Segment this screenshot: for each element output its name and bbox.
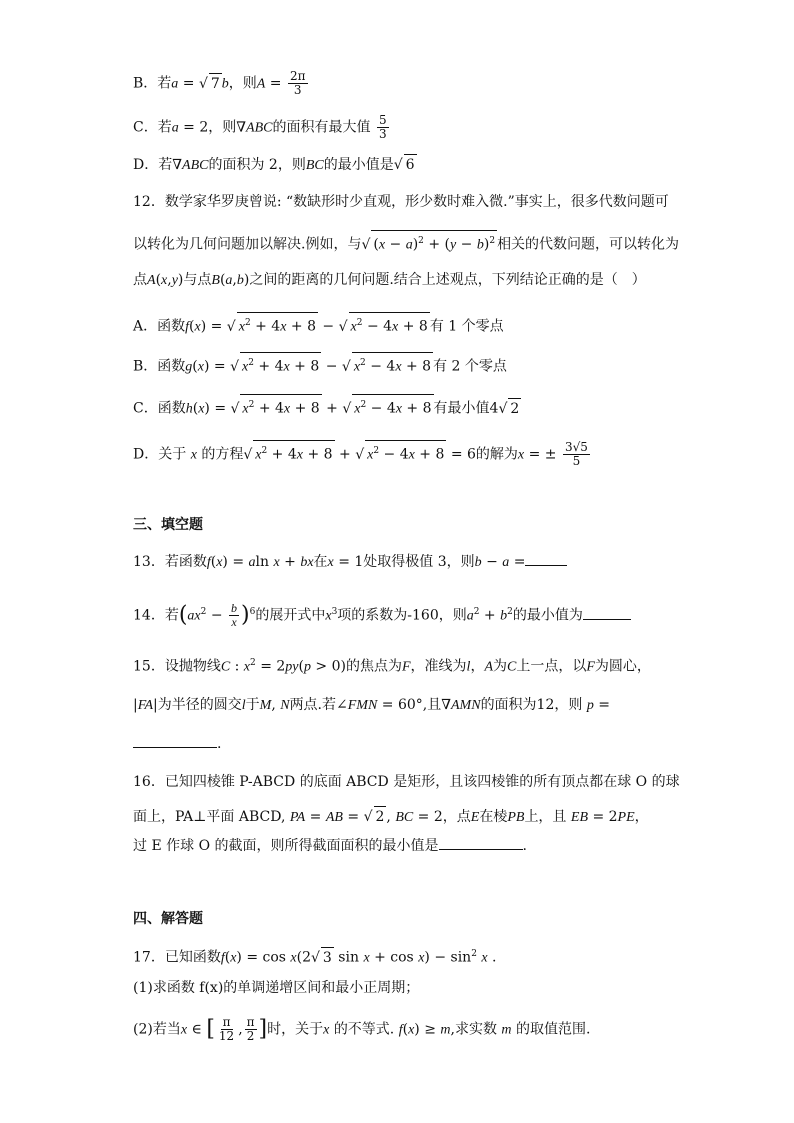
q12-stem-line1: 12．数学家华罗庚曾说: “数缺形时少直观，形少数时难入微.”事实上，很多代数问题可 <box>133 194 669 210</box>
q16-line2: 面上，PA⊥平面 ABCD, PA = AB = √ 2 , BC = 2，点E在棱PB上，且 EB = 2PE， <box>133 806 649 828</box>
q12-option-b: B．函数g(x) = √ $x^2 + 4x + 8$ − √ $x^2 - 4x + 8$ 有 2 个零点 <box>133 352 507 378</box>
q11-option-c: C．若a = 2，则∇ABC的面积有最大值 $\frac{5}{3}$ <box>133 113 387 141</box>
q12-stem-line2: 以转化为几何问题加以解决.例如，与√ $(x - a)^2 + (y - b)^2$ 相关的代数问题，可以转化为 <box>133 230 679 256</box>
q17-part2: (2)若当x ∈ [ $\frac{\pi}{12}$ , $\frac{\pi}{2}$ ]时，关于x 的不等式. f(x) ≥ m,求实数 m 的取值范围. <box>133 1015 591 1043</box>
section-title-answers: 四、解答题 <box>133 911 203 927</box>
answer-blank[interactable] <box>525 565 567 566</box>
q16-line1: 16．已知四棱锥 P-ABCD 的底面 ABCD 是矩形，且该四棱锥的所有顶点都在球 O 的球 <box>133 774 680 790</box>
q12-stem-line3: 点A(x,y)与点B(a,b)之间的距离的几何问题.结合上述观点，下列结论正确的是（ ） <box>133 272 646 288</box>
fraction: $\frac{2\pi}{3}$ <box>289 69 306 97</box>
q17-part1: (1)求函数 f(x)的单调递增区间和最小正周期； <box>133 980 420 996</box>
fraction: $\frac{5}{3}$ <box>378 113 387 141</box>
answer-blank[interactable] <box>439 849 523 850</box>
q15-line2: |FA|为半径的圆交l于M, N两点.若∠FMN = 60°,且∇AMN的面积为12，则 p = <box>133 697 611 713</box>
q11-option-d: D．若∇ABC的面积为 2，则BC的最小值是√ 6 <box>133 154 417 176</box>
q15-answer-line: . <box>133 734 221 754</box>
fraction: $\frac{\pi}{2}$ <box>246 1015 255 1043</box>
q16-line3: 过 E 作球 O 的截面，则所得截面面积的最小值是 . <box>133 838 527 854</box>
fraction: $\frac{b}{x}$ <box>231 601 238 630</box>
answer-blank[interactable] <box>133 747 217 748</box>
q15-line1: 15．设抛物线C : $x^2 = 2py(p > 0)$的焦点为F，准线为l，A为C上一点，以F为圆心， <box>133 658 651 675</box>
q12-option-a: A．函数f(x) = √ $x^2 + 4x + 8$ − √ $x^2 - 4x + 8$ 有 1 个零点 <box>133 312 504 338</box>
q13: 13．若函数f(x) = aln x + bx在x = 1处取得极值 3，则b − a = <box>133 552 567 573</box>
q11-option-b: B．若a = √ 7 b，则A = $\frac{2\pi}{3}$ <box>133 69 306 97</box>
q14: 14．若($ax^2$ − $\frac{b}{x}$ )$^6$的展开式中$x^3$项的系数为-160，则$a^2 + b^2$的最小值为 <box>133 602 631 629</box>
fraction: $\frac{\pi}{12}$ <box>218 1015 235 1043</box>
q12-option-d: D．关于 x 的方程√ $x^2 + 4x + 8$ + √ $x^2 - 4x + 8 = 6$的解为x = ± $\frac{3√5}{5}$ <box>133 440 588 469</box>
answer-blank[interactable] <box>583 619 631 620</box>
section-title-fill-in: 三、填空题 <box>133 517 203 533</box>
q12-option-c: C．函数h(x) = √ $x^2 + 4x + 8$ + √ $x^2 - 4x + 8$ 有最小值4√ 2 <box>133 394 521 420</box>
q17-stem: 17．已知函数f(x) = cos x(2√ 3 $\sin x + \cos x) - \sin^2 x$ . <box>133 944 497 969</box>
fraction: $\frac{3√5}{5}$ <box>564 440 588 469</box>
